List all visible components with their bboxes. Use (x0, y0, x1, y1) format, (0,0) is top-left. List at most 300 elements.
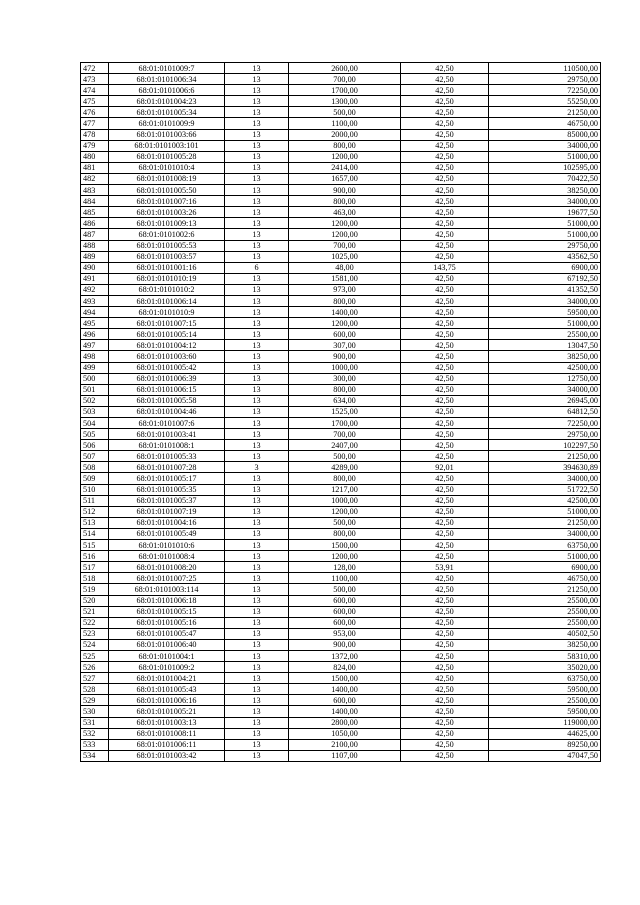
rate-cell: 42,50 (401, 739, 489, 750)
row-number-cell: 493 (81, 295, 109, 306)
cadastral-number-cell: 68:01:0101004:12 (109, 340, 225, 351)
sum-cell: 29750,00 (489, 240, 601, 251)
cadastral-number-cell: 68:01:0101010:6 (109, 540, 225, 551)
area-cell: 128,00 (289, 562, 401, 573)
rate-cell: 42,50 (401, 717, 489, 728)
cadastral-number-cell: 68:01:0101004:16 (109, 517, 225, 528)
area-cell: 1050,00 (289, 728, 401, 739)
cadastral-number-cell: 68:01:0101003:42 (109, 750, 225, 761)
cadastral-number-cell: 68:01:0101007:19 (109, 506, 225, 517)
zone-cell: 13 (225, 118, 289, 129)
sum-cell: 12750,00 (489, 373, 601, 384)
cadastral-number-cell: 68:01:0101003:41 (109, 429, 225, 440)
area-cell: 1217,00 (289, 484, 401, 495)
area-cell: 800,00 (289, 473, 401, 484)
table-row (81, 717, 601, 728)
sum-cell: 34000,00 (489, 473, 601, 484)
area-cell: 800,00 (289, 528, 401, 539)
row-number-cell: 507 (81, 451, 109, 462)
zone-cell: 13 (225, 240, 289, 251)
cadastral-number-cell: 68:01:0101003:66 (109, 129, 225, 140)
area-cell: 700,00 (289, 240, 401, 251)
rate-cell: 42,50 (401, 307, 489, 318)
zone-cell: 13 (225, 562, 289, 573)
sum-cell: 51000,00 (489, 151, 601, 162)
zone-cell: 13 (225, 673, 289, 684)
sum-cell: 67192,50 (489, 273, 601, 284)
zone-cell: 13 (225, 362, 289, 373)
table-row (81, 429, 601, 440)
row-number-cell: 490 (81, 262, 109, 273)
table-row (81, 540, 601, 551)
zone-cell: 13 (225, 606, 289, 617)
table-row (81, 451, 601, 462)
table-row (81, 395, 601, 406)
sum-cell: 51000,00 (489, 318, 601, 329)
sum-cell: 51000,00 (489, 218, 601, 229)
cadastral-number-cell: 68:01:0101009:13 (109, 218, 225, 229)
sum-cell: 25500,00 (489, 617, 601, 628)
rate-cell: 42,50 (401, 207, 489, 218)
sum-cell: 19677,50 (489, 207, 601, 218)
zone-cell: 13 (225, 395, 289, 406)
table-row (81, 340, 601, 351)
table-row (81, 484, 601, 495)
rate-cell: 53,91 (401, 562, 489, 573)
cadastral-number-cell: 68:01:0101006:18 (109, 595, 225, 606)
zone-cell: 13 (225, 318, 289, 329)
sum-cell: 119000,00 (489, 717, 601, 728)
zone-cell: 13 (225, 628, 289, 639)
zone-cell: 13 (225, 540, 289, 551)
table-row (81, 495, 601, 506)
sum-cell: 72250,00 (489, 85, 601, 96)
zone-cell: 13 (225, 63, 289, 74)
rate-cell: 42,50 (401, 695, 489, 706)
rate-cell: 42,50 (401, 362, 489, 373)
table-row (81, 262, 601, 273)
sum-cell: 43562,50 (489, 251, 601, 262)
row-number-cell: 475 (81, 96, 109, 107)
area-cell: 600,00 (289, 595, 401, 606)
cadastral-number-cell: 68:01:0101005:15 (109, 606, 225, 617)
table-row (81, 140, 601, 151)
row-number-cell: 524 (81, 639, 109, 650)
rate-cell: 42,50 (401, 162, 489, 173)
sum-cell: 59500,00 (489, 684, 601, 695)
sum-cell: 47047,50 (489, 750, 601, 761)
area-cell: 800,00 (289, 295, 401, 306)
row-number-cell: 499 (81, 362, 109, 373)
zone-cell: 13 (225, 151, 289, 162)
rate-cell: 42,50 (401, 595, 489, 606)
row-number-cell: 487 (81, 229, 109, 240)
table-row (81, 329, 601, 340)
area-cell: 1100,00 (289, 118, 401, 129)
row-number-cell: 513 (81, 517, 109, 528)
row-number-cell: 509 (81, 473, 109, 484)
sum-cell: 6900,00 (489, 562, 601, 573)
sum-cell: 51000,00 (489, 551, 601, 562)
row-number-cell: 504 (81, 418, 109, 429)
area-cell: 1657,00 (289, 173, 401, 184)
area-cell: 2000,00 (289, 129, 401, 140)
table-row (81, 440, 601, 451)
sum-cell: 89250,00 (489, 739, 601, 750)
row-number-cell: 533 (81, 739, 109, 750)
cadastral-number-cell: 68:01:0101006:14 (109, 295, 225, 306)
row-number-cell: 481 (81, 162, 109, 173)
table-row (81, 684, 601, 695)
cadastral-number-cell: 68:01:0101005:49 (109, 528, 225, 539)
row-number-cell: 530 (81, 706, 109, 717)
area-cell: 500,00 (289, 517, 401, 528)
table-row (81, 573, 601, 584)
table-row (81, 406, 601, 417)
area-cell: 1400,00 (289, 706, 401, 717)
cadastral-number-cell: 68:01:0101005:35 (109, 484, 225, 495)
cadastral-number-cell: 68:01:0101005:16 (109, 617, 225, 628)
zone-cell: 13 (225, 307, 289, 318)
table-row (81, 284, 601, 295)
cadastral-number-cell: 68:01:0101003:13 (109, 717, 225, 728)
sum-cell: 59500,00 (489, 307, 601, 318)
row-number-cell: 472 (81, 63, 109, 74)
area-cell: 700,00 (289, 74, 401, 85)
zone-cell: 13 (225, 750, 289, 761)
sum-cell: 29750,00 (489, 429, 601, 440)
table-row (81, 185, 601, 196)
zone-cell: 13 (225, 185, 289, 196)
rate-cell: 42,50 (401, 63, 489, 74)
table-row (81, 207, 601, 218)
sum-cell: 25500,00 (489, 595, 601, 606)
sum-cell: 6900,00 (489, 262, 601, 273)
table-row (81, 318, 601, 329)
area-cell: 1581,00 (289, 273, 401, 284)
rate-cell: 42,50 (401, 495, 489, 506)
rate-cell: 42,50 (401, 351, 489, 362)
rate-cell: 42,50 (401, 329, 489, 340)
sum-cell: 55250,00 (489, 96, 601, 107)
zone-cell: 13 (225, 517, 289, 528)
cadastral-number-cell: 68:01:0101006:34 (109, 74, 225, 85)
table-row (81, 617, 601, 628)
sum-cell: 63750,00 (489, 673, 601, 684)
sum-cell: 41352,50 (489, 284, 601, 295)
sum-cell: 25500,00 (489, 329, 601, 340)
sum-cell: 44625,00 (489, 728, 601, 739)
cadastral-number-cell: 68:01:0101005:14 (109, 329, 225, 340)
table-row (81, 728, 601, 739)
zone-cell: 3 (225, 462, 289, 473)
row-number-cell: 512 (81, 506, 109, 517)
rate-cell: 42,50 (401, 484, 489, 495)
zone-cell: 13 (225, 684, 289, 695)
zone-cell: 13 (225, 473, 289, 484)
zone-cell: 13 (225, 506, 289, 517)
area-cell: 600,00 (289, 606, 401, 617)
table-row (81, 240, 601, 251)
area-cell: 600,00 (289, 617, 401, 628)
cadastral-number-cell: 68:01:0101004:21 (109, 673, 225, 684)
row-number-cell: 488 (81, 240, 109, 251)
row-number-cell: 521 (81, 606, 109, 617)
sum-cell: 51000,00 (489, 229, 601, 240)
zone-cell: 13 (225, 695, 289, 706)
cadastral-number-cell: 68:01:0101005:42 (109, 362, 225, 373)
sum-cell: 21250,00 (489, 107, 601, 118)
cadastral-number-cell: 68:01:0101006:15 (109, 384, 225, 395)
table-row (81, 528, 601, 539)
row-number-cell: 505 (81, 429, 109, 440)
rate-cell: 42,50 (401, 96, 489, 107)
rate-cell: 42,50 (401, 406, 489, 417)
cadastral-number-cell: 68:01:0101007:16 (109, 196, 225, 207)
cadastral-number-cell: 68:01:0101006:16 (109, 695, 225, 706)
area-cell: 2600,00 (289, 63, 401, 74)
row-number-cell: 486 (81, 218, 109, 229)
zone-cell: 13 (225, 229, 289, 240)
cadastral-number-cell: 68:01:0101008:11 (109, 728, 225, 739)
area-cell: 1700,00 (289, 85, 401, 96)
rate-cell: 42,50 (401, 395, 489, 406)
area-cell: 953,00 (289, 628, 401, 639)
area-cell: 900,00 (289, 639, 401, 650)
area-cell: 600,00 (289, 329, 401, 340)
row-number-cell: 514 (81, 528, 109, 539)
area-cell: 2800,00 (289, 717, 401, 728)
rate-cell: 42,50 (401, 528, 489, 539)
zone-cell: 13 (225, 384, 289, 395)
row-number-cell: 489 (81, 251, 109, 262)
table-row (81, 118, 601, 129)
table-row (81, 362, 601, 373)
table-row (81, 373, 601, 384)
zone-cell: 13 (225, 207, 289, 218)
area-cell: 634,00 (289, 395, 401, 406)
zone-cell: 13 (225, 196, 289, 207)
cadastral-number-cell: 68:01:0101005:17 (109, 473, 225, 484)
table-row (81, 418, 601, 429)
rate-cell: 42,50 (401, 340, 489, 351)
table-row (81, 650, 601, 661)
area-cell: 1200,00 (289, 151, 401, 162)
sum-cell: 102297,50 (489, 440, 601, 451)
rate-cell: 42,50 (401, 74, 489, 85)
cadastral-number-cell: 68:01:0101010:9 (109, 307, 225, 318)
sum-cell: 63750,00 (489, 540, 601, 551)
row-number-cell: 496 (81, 329, 109, 340)
table-row (81, 295, 601, 306)
area-cell: 600,00 (289, 695, 401, 706)
rate-cell: 42,50 (401, 551, 489, 562)
area-cell: 1200,00 (289, 506, 401, 517)
rate-cell: 42,50 (401, 706, 489, 717)
table-body (81, 63, 601, 762)
table-row (81, 517, 601, 528)
sum-cell: 25500,00 (489, 606, 601, 617)
sum-cell: 21250,00 (489, 517, 601, 528)
cadastral-number-cell: 68:01:0101002:6 (109, 229, 225, 240)
cadastral-number-cell: 68:01:0101010:2 (109, 284, 225, 295)
cadastral-number-cell: 68:01:0101003:60 (109, 351, 225, 362)
sum-cell: 51722,50 (489, 484, 601, 495)
zone-cell: 6 (225, 262, 289, 273)
row-number-cell: 492 (81, 284, 109, 295)
row-number-cell: 522 (81, 617, 109, 628)
cadastral-number-cell: 68:01:0101001:16 (109, 262, 225, 273)
zone-cell: 13 (225, 595, 289, 606)
table-row (81, 251, 601, 262)
sum-cell: 26945,00 (489, 395, 601, 406)
table-row (81, 562, 601, 573)
table-row (81, 639, 601, 650)
cadastral-number-cell: 68:01:0101008:19 (109, 173, 225, 184)
table-row (81, 473, 601, 484)
area-cell: 800,00 (289, 140, 401, 151)
sum-cell: 394630,89 (489, 462, 601, 473)
rate-cell: 42,50 (401, 639, 489, 650)
zone-cell: 13 (225, 650, 289, 661)
row-number-cell: 484 (81, 196, 109, 207)
rate-cell: 42,50 (401, 650, 489, 661)
table-row (81, 96, 601, 107)
area-cell: 307,00 (289, 340, 401, 351)
cadastral-number-cell: 68:01:0101006:40 (109, 639, 225, 650)
zone-cell: 13 (225, 162, 289, 173)
cadastral-number-cell: 68:01:0101003:101 (109, 140, 225, 151)
table-row (81, 63, 601, 74)
area-cell: 1000,00 (289, 495, 401, 506)
row-number-cell: 511 (81, 495, 109, 506)
area-cell: 900,00 (289, 351, 401, 362)
cadastral-number-cell: 68:01:0101004:1 (109, 650, 225, 661)
rate-cell: 42,50 (401, 185, 489, 196)
rate-cell: 42,50 (401, 118, 489, 129)
cadastral-number-cell: 68:01:0101004:23 (109, 96, 225, 107)
rate-cell: 42,50 (401, 451, 489, 462)
table-row (81, 595, 601, 606)
rate-cell: 42,50 (401, 107, 489, 118)
area-cell: 824,00 (289, 662, 401, 673)
rate-cell: 42,50 (401, 196, 489, 207)
table-row (81, 85, 601, 96)
rate-cell: 42,50 (401, 173, 489, 184)
row-number-cell: 473 (81, 74, 109, 85)
area-cell: 2414,00 (289, 162, 401, 173)
area-cell: 463,00 (289, 207, 401, 218)
area-cell: 1200,00 (289, 218, 401, 229)
row-number-cell: 501 (81, 384, 109, 395)
area-cell: 1700,00 (289, 418, 401, 429)
table-row (81, 74, 601, 85)
area-cell: 973,00 (289, 284, 401, 295)
zone-cell: 13 (225, 340, 289, 351)
row-number-cell: 497 (81, 340, 109, 351)
cadastral-number-cell: 68:01:0101005:37 (109, 495, 225, 506)
zone-cell: 13 (225, 406, 289, 417)
area-cell: 48,00 (289, 262, 401, 273)
table-row (81, 462, 601, 473)
row-number-cell: 485 (81, 207, 109, 218)
sum-cell: 102595,00 (489, 162, 601, 173)
table-row (81, 351, 601, 362)
zone-cell: 13 (225, 140, 289, 151)
table-row (81, 196, 601, 207)
cadastral-number-cell: 68:01:0101007:25 (109, 573, 225, 584)
rate-cell: 42,50 (401, 218, 489, 229)
zone-cell: 13 (225, 484, 289, 495)
zone-cell: 13 (225, 706, 289, 717)
area-cell: 1200,00 (289, 551, 401, 562)
table-row (81, 606, 601, 617)
row-number-cell: 515 (81, 540, 109, 551)
row-number-cell: 476 (81, 107, 109, 118)
cadastral-number-cell: 68:01:0101008:4 (109, 551, 225, 562)
area-cell: 2407,00 (289, 440, 401, 451)
sum-cell: 38250,00 (489, 351, 601, 362)
rate-cell: 42,50 (401, 750, 489, 761)
cadastral-number-cell: 68:01:0101008:1 (109, 440, 225, 451)
table-row (81, 129, 601, 140)
zone-cell: 13 (225, 418, 289, 429)
rate-cell: 42,50 (401, 517, 489, 528)
area-cell: 900,00 (289, 185, 401, 196)
zone-cell: 13 (225, 451, 289, 462)
sum-cell: 34000,00 (489, 384, 601, 395)
table-row (81, 506, 601, 517)
row-number-cell: 508 (81, 462, 109, 473)
area-cell: 1525,00 (289, 406, 401, 417)
rate-cell: 42,50 (401, 684, 489, 695)
rate-cell: 42,50 (401, 440, 489, 451)
zone-cell: 13 (225, 329, 289, 340)
row-number-cell: 516 (81, 551, 109, 562)
sum-cell: 72250,00 (489, 418, 601, 429)
sum-cell: 34000,00 (489, 528, 601, 539)
row-number-cell: 483 (81, 185, 109, 196)
rate-cell: 42,50 (401, 384, 489, 395)
sum-cell: 42500,00 (489, 362, 601, 373)
table-row (81, 107, 601, 118)
cadastral-number-cell: 68:01:0101009:2 (109, 662, 225, 673)
rate-cell: 42,50 (401, 284, 489, 295)
zone-cell: 13 (225, 728, 289, 739)
zone-cell: 13 (225, 551, 289, 562)
table-row (81, 739, 601, 750)
rate-cell: 42,50 (401, 584, 489, 595)
sum-cell: 110500,00 (489, 63, 601, 74)
zone-cell: 13 (225, 295, 289, 306)
sum-cell: 58310,00 (489, 650, 601, 661)
rate-cell: 42,50 (401, 129, 489, 140)
area-cell: 1200,00 (289, 318, 401, 329)
rate-cell: 42,50 (401, 418, 489, 429)
zone-cell: 13 (225, 218, 289, 229)
cadastral-number-cell: 68:01:0101005:58 (109, 395, 225, 406)
row-number-cell: 478 (81, 129, 109, 140)
row-number-cell: 495 (81, 318, 109, 329)
sum-cell: 34000,00 (489, 196, 601, 207)
sum-cell: 51000,00 (489, 506, 601, 517)
cadastral-number-cell: 68:01:0101006:39 (109, 373, 225, 384)
row-number-cell: 500 (81, 373, 109, 384)
area-cell: 1300,00 (289, 96, 401, 107)
row-number-cell: 519 (81, 584, 109, 595)
row-number-cell: 503 (81, 406, 109, 417)
row-number-cell: 506 (81, 440, 109, 451)
